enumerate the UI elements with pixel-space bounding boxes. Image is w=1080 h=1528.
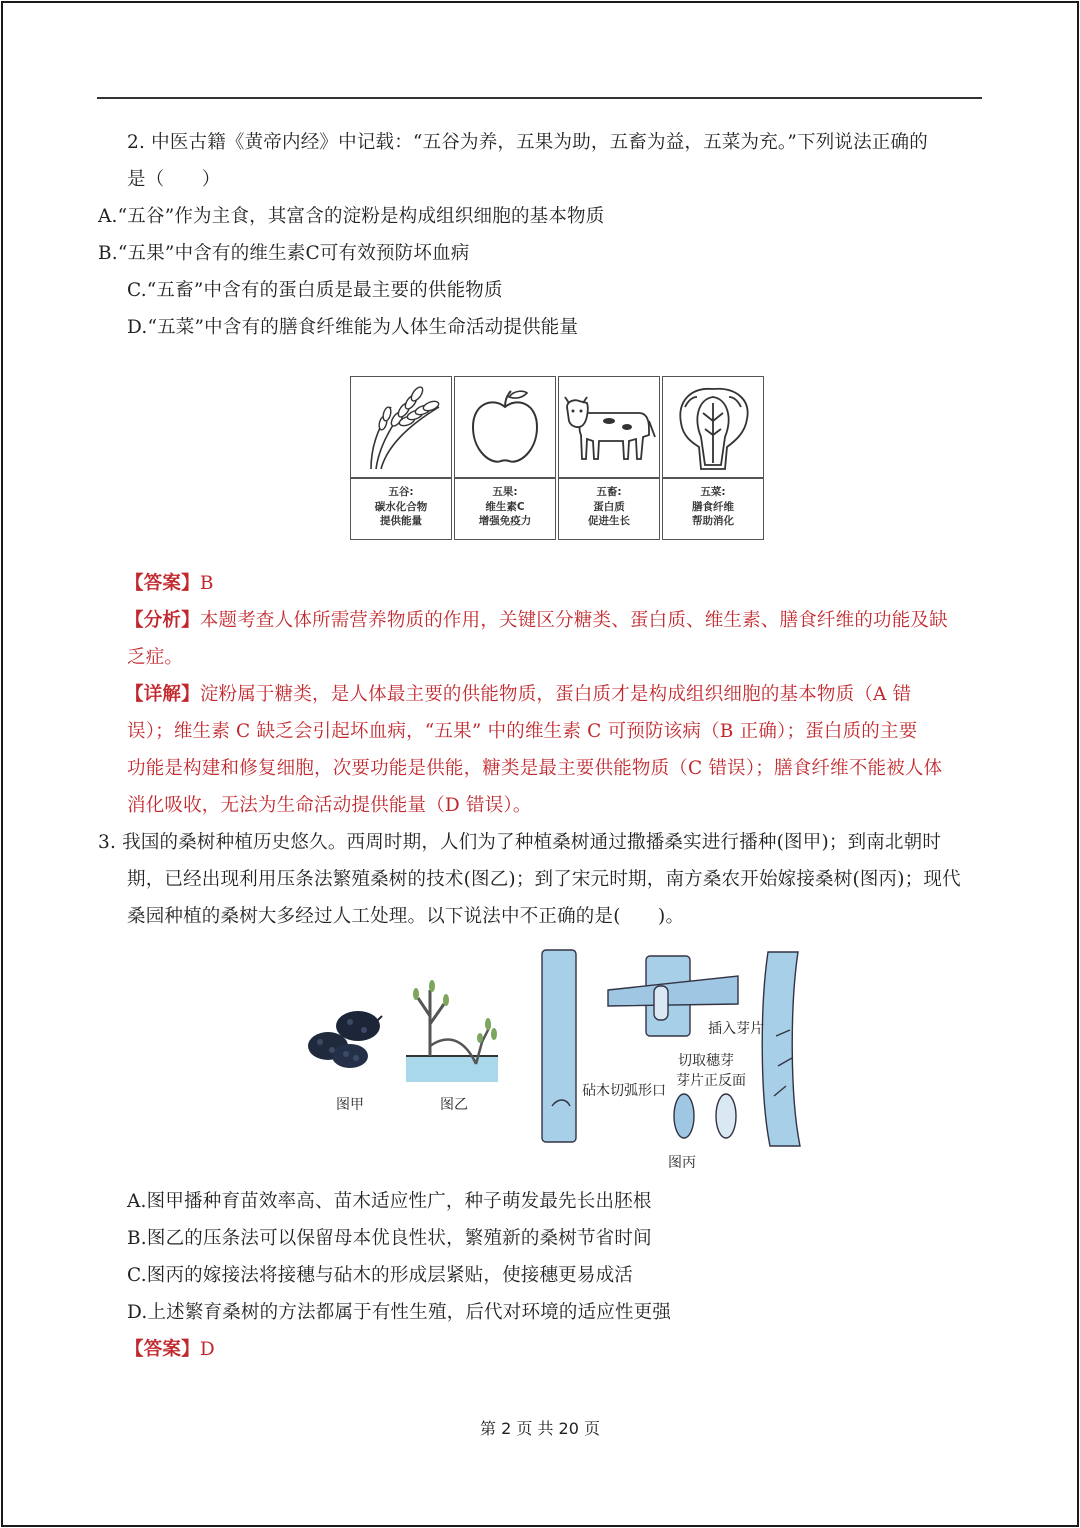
cabbage-icon (663, 377, 763, 477)
grafting-icon (542, 950, 800, 1146)
figure-label-bud-sides: 芽片正反面 (676, 1073, 746, 1089)
q2-detail-line-4: 消化吸收，无法为生命活动提供能量（D 错误）。 (127, 795, 532, 816)
figure-caption-fruits (455, 485, 555, 529)
caption-line: 增强免疫力 (478, 515, 532, 527)
analysis-tag: 【分析】 (125, 610, 200, 631)
q2-detail-line-2: 误）；维生素 C 缺乏会引起坏血病，“五果” 中的维生素 C 可预防该病（B 正确）；蛋白质的主要 (127, 721, 918, 742)
figure-caption-livestock (559, 485, 659, 529)
mulberry-fruit-icon (308, 1011, 382, 1068)
caption-line: 蛋白质 (593, 500, 625, 513)
mulberry-figure (290, 946, 810, 1176)
answer-value: D (199, 1339, 215, 1360)
q3-answer (125, 1338, 215, 1362)
figure-label-stock-cut: 砧木切弧形口 (582, 1083, 666, 1099)
caption-line: 提供能量 (380, 515, 422, 527)
caption-line: 碳水化合物 (374, 500, 428, 513)
figure-label-insert-bud: 插入芽片 (708, 1021, 764, 1037)
figure-caption-grains (351, 485, 451, 529)
caption-line: 维生素C (485, 500, 525, 513)
q2-option-c: C.“五畜”中含有的蛋白质是最主要的供能物质 (127, 280, 503, 301)
q2-option-a: A.“五谷”作为主食，其富含的淀粉是构成组织细胞的基本物质 (98, 206, 605, 227)
figure-card-vegetables (662, 376, 764, 540)
caption-line: 促进生长 (588, 515, 630, 527)
caption-line: 帮助消化 (692, 515, 734, 527)
card-divider (455, 477, 555, 479)
q3-stem-line-2: 期，已经出现利用压条法繁殖桑树的技术(图乙)；到了宋元时期，南方桑农开始嫁接桑树(图丙)；现代 (127, 869, 961, 890)
card-divider (351, 477, 451, 479)
apple-icon (455, 377, 555, 477)
figure-label-cut-scion: 切取穗芽 (678, 1053, 734, 1069)
q3-stem-line-3: 桑园种植的桑树大多经过人工处理。以下说法中不正确的是( )。 (127, 906, 685, 927)
answer-tag: 【答案】 (125, 1339, 200, 1360)
figure-label-yi: 图乙 (440, 1097, 468, 1113)
answer-value: B (199, 573, 214, 594)
q2-answer (125, 572, 214, 596)
caption-line: 五菜: (700, 486, 726, 498)
q2-detail-line-3: 功能是构建和修复细胞，次要功能是供能，糖类是最主要供能物质（C 错误）；膳食纤维不能被人体 (127, 758, 943, 779)
wheat-icon (351, 377, 451, 477)
q3-option-b: B.图乙的压条法可以保留母本优良性状，繁殖新的桑树节省时间 (127, 1228, 652, 1249)
q2-stem-line-2: 是（ ） (127, 169, 221, 190)
q2-analysis-line-1 (125, 609, 948, 633)
q2-analysis-line-2: 乏症。 (127, 647, 184, 668)
analysis-text: 本题考查人体所需营养物质的作用，关键区分糖类、蛋白质、维生素、膳食纤维的功能及缺 (199, 610, 948, 631)
caption-line: 五畜: (596, 486, 622, 498)
q2-option-b: B.“五果”中含有的维生素C可有效预防坏血病 (98, 243, 470, 264)
q3-option-c: C.图丙的嫁接法将接穗与砧木的形成层紧贴，使接穗更易成活 (127, 1265, 633, 1286)
figure-card-fruits (454, 376, 556, 540)
figure-caption-vegetables (663, 485, 763, 529)
figure-label-bing: 图丙 (668, 1155, 696, 1171)
q3-option-d: D.上述繁育桑树的方法都属于有性生殖，后代对环境的适应性更强 (127, 1302, 672, 1323)
figure-card-grains (350, 376, 452, 540)
detail-text: 淀粉属于糖类，是人体最主要的供能物质，蛋白质才是构成组织细胞的基本物质（A 错 (199, 684, 912, 705)
answer-tag: 【答案】 (125, 573, 200, 594)
caption-line: 膳食纤维 (692, 500, 734, 513)
q2-stem-line-1: 2. 中医古籍《黄帝内经》中记载：“五谷为养，五果为助，五畜为益，五菜为充。”下列说法正确的 (127, 132, 928, 153)
cow-icon (559, 377, 659, 477)
q3-option-a: A.图甲播种育苗效率高、苗木适应性广，种子萌发最先长出胚根 (127, 1191, 652, 1212)
nutrition-figure (350, 376, 758, 540)
header-rule (97, 97, 982, 99)
figure-label-jia: 图甲 (336, 1097, 364, 1113)
page-footer: 第 2 页 共 20 页 (480, 1419, 600, 1438)
detail-tag: 【详解】 (125, 684, 200, 705)
caption-line: 五果: (492, 486, 518, 498)
q2-detail-line-1 (125, 683, 911, 707)
layering-icon (406, 980, 498, 1082)
q2-option-d: D.“五菜”中含有的膳食纤维能为人体生命活动提供能量 (127, 317, 579, 338)
card-divider (559, 477, 659, 479)
q3-stem-line-1: 3. 我国的桑树种植历史悠久。西周时期，人们为了种植桑树通过撒播桑实进行播种(图甲)；到南北朝时 (98, 832, 942, 853)
figure-card-livestock (558, 376, 660, 540)
caption-line: 五谷: (388, 486, 414, 498)
card-divider (663, 477, 763, 479)
